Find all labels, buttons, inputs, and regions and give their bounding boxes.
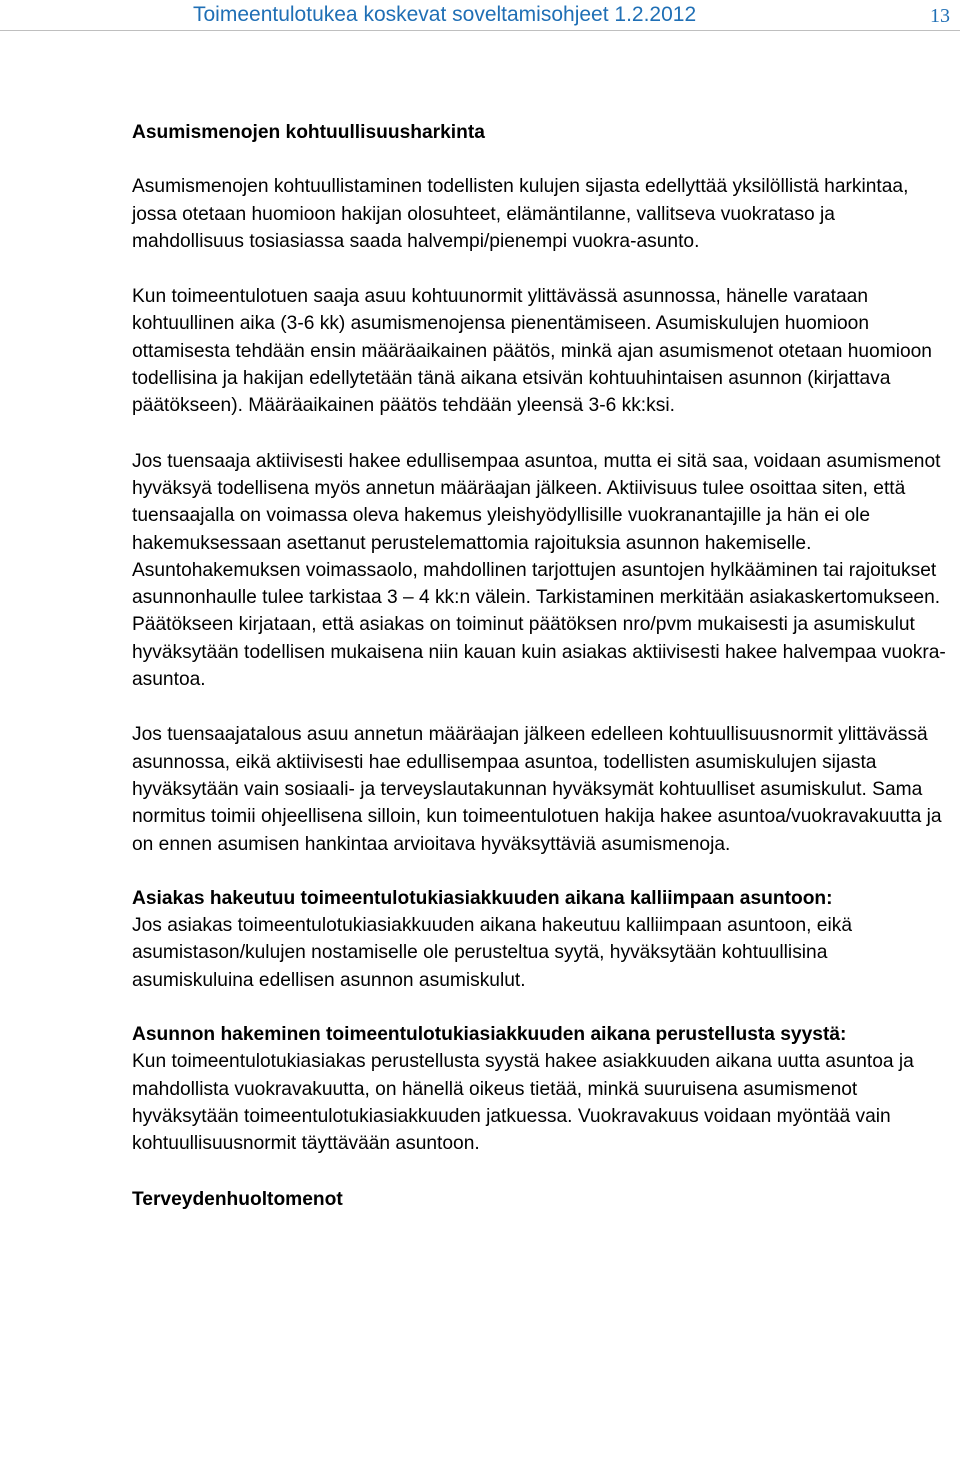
paragraph-maaraajan-jalkeen: Jos tuensaajatalous asuu annetun määräajan jälkeen edelleen kohtuullisuusnormit ylittävässä asunnossa, eikä aktiivisesti hae edullisempaa asuntoa, todellisten asumiskulujen sijasta hyväksytään vain sosiaali- ja terveyslautakunnan hyväksymät kohtuulliset asumiskulut. Sama normitus toimii ohjeellisena silloin, kun toimeentulotuen hakija hakee asuntoa/vuokravakuutta ja on ennen asumisen hankintaa arvioitava hyväksyttäviä asumismenoja.: [132, 724, 942, 855]
page-number: 13: [930, 5, 950, 27]
spacer: [132, 858, 952, 885]
page-header: [0, 0, 960, 30]
spacer: [132, 146, 952, 173]
spacer: [132, 420, 952, 448]
spacer: [132, 693, 952, 721]
heading-terveydenhuoltomenot: Terveydenhuoltomenot: [132, 1188, 343, 1210]
paragraph-perusteltu-syy: Kun toimeentulotukiasiakas perustellusta syystä hakee asiakkuuden aikana uutta asuntoa ja mahdollista vuokravakuutta, on hänellä oikeus tietää, minkä suuruisena asumismenot hyväksytään toimeentulotukiasiakkuuden jatkuessa. Vuokravakuus voidaan myöntää vain kohtuullisuusnormit täyttävään asuntoon.: [132, 1051, 914, 1155]
paragraph-kohtuullistaminen: Asumismenojen kohtuullistaminen todellisten kulujen sijasta edellyttää yksilöllistä harkintaa, jossa otetaan huomioon hakijan olosuhteet, elämäntilanne, vallitseva vuokrataso ja mahdollisuus tosiasiassa saada halvempi/pienempi vuokra-asunto.: [132, 176, 909, 252]
paragraph-aktiivisuus: Jos tuensaaja aktiivisesti hakee edullisempaa asuntoa, mutta ei sitä saa, voidaan asumismenot hyväksyä todellisena myös annetun määräajan jälkeen. Aktiivisuus tulee osoittaa siten, että tuensaajalla on voimassa oleva hakemus yleishyödyllisille vuokranantajille ja hän ei ole hakemuksessaan asettanut perustelemattomia rajoituksia asunnon hakemiselle. Asuntohakemuksen voimassaolo, mahdollinen tarjottujen asuntojen hylkääminen tai rajoitukset asunnonhaulle tulee tarkistaa 3 – 4 kk:n välein. Tarkistaminen merkitään asiakaskertomukseen. Päätökseen kirjataan, että asiakas on toiminut päätöksen nro/pvm mukaisesti ja asumiskulut hyväksytään todellisen mukaisena niin kauan kuin asiakas aktiivisesti hakee halvempaa vuokra-asuntoa.: [132, 450, 946, 691]
heading-kalliimpaan-asuntoon: Asiakas hakeutuu toimeentulotukiasiakkuuden aikana kalliimpaan asuntoon:: [132, 887, 833, 909]
spacer: [132, 994, 952, 1021]
spacer: [132, 255, 952, 283]
header-divider: [0, 30, 960, 31]
heading-perusteltu-syy: Asunnon hakeminen toimeentulotukiasiakkuuden aikana perustellusta syystä:: [132, 1024, 847, 1046]
paragraph-kalliimpaan-asuntoon: Jos asiakas toimeentulotukiasiakkuuden aikana hakeutuu kalliimpaan asuntoon, eikä asumistason/kulujen nostamiselle ole perusteltua syytä, hyväksytään kohtuullisina asumiskuluina edellisen asunnon asumiskulut.: [132, 915, 852, 991]
document-body: [132, 119, 952, 1213]
header-title: Toimeentulotukea koskevat soveltamisohjeet 1.2.2012: [193, 3, 697, 26]
paragraph-kohtuunormit: Kun toimeentulotuen saaja asuu kohtuunormit ylittävässä asunnossa, hänelle varataan kohtuullinen aika (3-6 kk) asumismenojensa pienentämiseen. Asumiskulujen huomioon ottamisesta tehdään ensin määräaikainen päätös, minkä ajan asumismenot otetaan huomioon todellisina ja hakijan edellytetään tänä aikana etsivän kohtuuhintaisen asunnon (kirjattava päätökseen). Määräaikainen päätös tehdään yleensä 3-6 kk:ksi.: [132, 286, 932, 417]
heading-kohtuullisuusharkinta: Asumismenojen kohtuullisuusharkinta: [132, 122, 485, 143]
spacer: [132, 1158, 952, 1186]
